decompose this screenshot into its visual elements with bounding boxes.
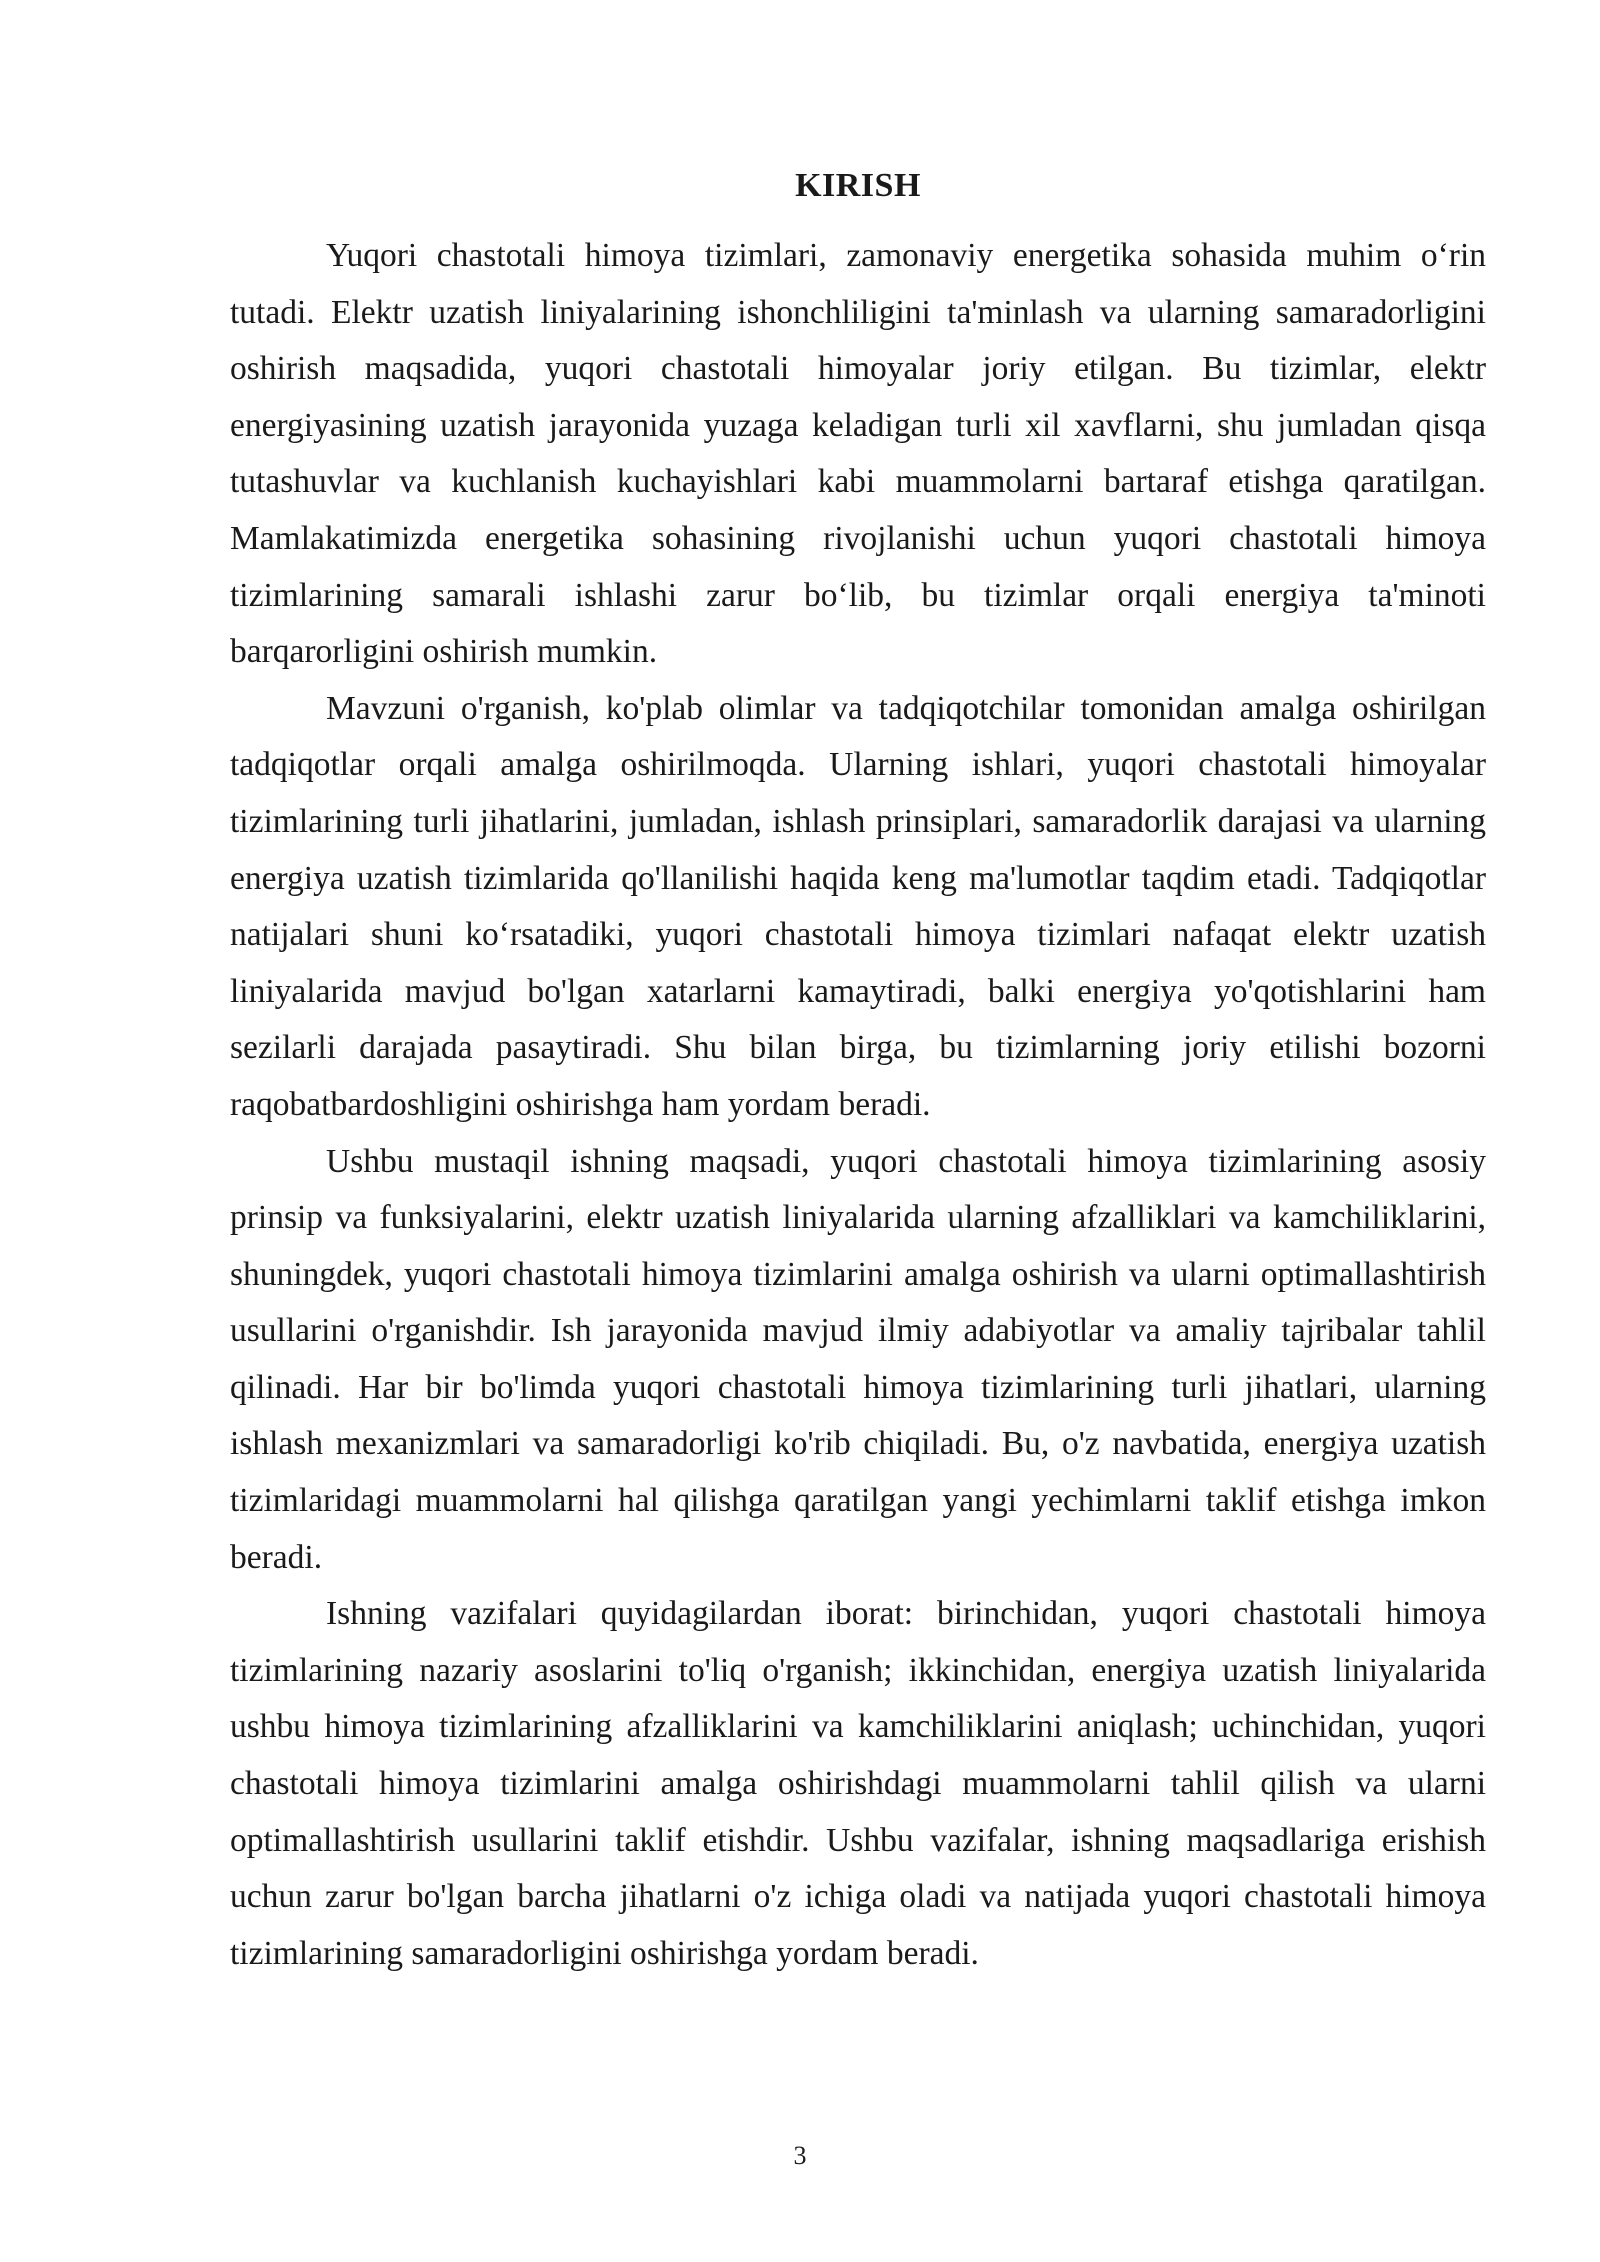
section-title: KIRISH	[795, 167, 921, 204]
paragraph-tasks: Ishning vazifalari quyidagilardan iborat: birinchidan, yuqori chastotali himoya tizimlarining nazariy asoslarini to'liq o'rganish; ikkinchidan, energiya uzatish liniyalarida ushbu himoya tizimlarining afzalliklarini va kamchiliklarini aniqlash; uchinchidan, yuqori chastotali himoya tizimlarini amalga oshirishdagi muammolarni tahlil qilish va ularni optimallashtirish usullarini taklif etishdir. Ushbu vazifalar, ishning maqsadlariga erishish uchun zarur bo'lgan barcha jihatlarni o'z ichiga oladi va natijada yuqori chastotali himoya tizimlarining samaradorligini oshirishga yordam beradi.	[230, 1595, 1486, 1972]
page-number: 3	[793, 2141, 807, 2170]
paragraph-introduction: Yuqori chastotali himoya tizimlari, zamonaviy energetika sohasida muhim o‘rin tutadi. Elektr uzatish liniyalarining ishonchliligini ta'minlash va ularning samaradorligini oshirish maqsadida, yuqori chastotali himoyalar joriy etilgan. Bu tizimlar, elektr energiyasining uzatish jarayonida yuzaga keladigan turli xil xavflarni, shu jumladan qisqa tutashuvlar va kuchlanish kuchayishlari kabi muammolarni bartaraf etishga qaratilgan. Mamlakatimizda energetika sohasining rivojlanishi uchun yuqori chastotali himoya tizimlarining samarali ishlashi zarur bo‘lib, bu tizimlar orqali energiya ta'minoti barqarorligini oshirish mumkin.	[230, 237, 1486, 671]
paragraph-research-review: Mavzuni o'rganish, ko'plab olimlar va tadqiqotchilar tomonidan amalga oshirilgan tadqiqotlar orqali amalga oshirilmoqda. Ularning ishlari, yuqori chastotali himoyalar tizimlarining turli jihatlarini, jumladan, ishlash prinsiplari, samaradorlik darajasi va ularning energiya uzatish tizimlarida qo'llanilishi haqida keng ma'lumotlar taqdim etadi. Tadqiqotlar natijalari shuni ko‘rsatadiki, yuqori chastotali himoya tizimlari nafaqat elektr uzatish liniyalarida mavjud bo'lgan xatarlarni kamaytiradi, balki energiya yo'qotishlarini ham sezilarli darajada pasaytiradi. Shu bilan birga, bu tizimlarning joriy etilishi bozorni raqobatbardoshligini oshirishga ham yordam beradi.	[230, 689, 1486, 1123]
document-body	[230, 162, 1486, 1982]
paragraph-aim: Ushbu mustaqil ishning maqsadi, yuqori chastotali himoya tizimlarining asosiy prinsip va funksiyalarini, elektr uzatish liniyalarida ularning afzalliklari va kamchiliklarini, shuningdek, yuqori chastotali himoya tizimlarini amalga oshirish va ularni optimallashtirish usullarini o'rganishdir. Ish jarayonida mavjud ilmiy adabiyotlar va amaliy tajribalar tahlil qilinadi. Har bir bo'limda yuqori chastotali himoya tizimlarining turli jihatlari, ularning ishlash mexanizmlari va samaradorligi ko'rib chiqiladi. Bu, o'z navbatida, energiya uzatish tizimlaridagi muammolarni hal qilishga qaratilgan yangi yechimlarni taklif etishga imkon beradi.	[230, 1142, 1486, 1576]
